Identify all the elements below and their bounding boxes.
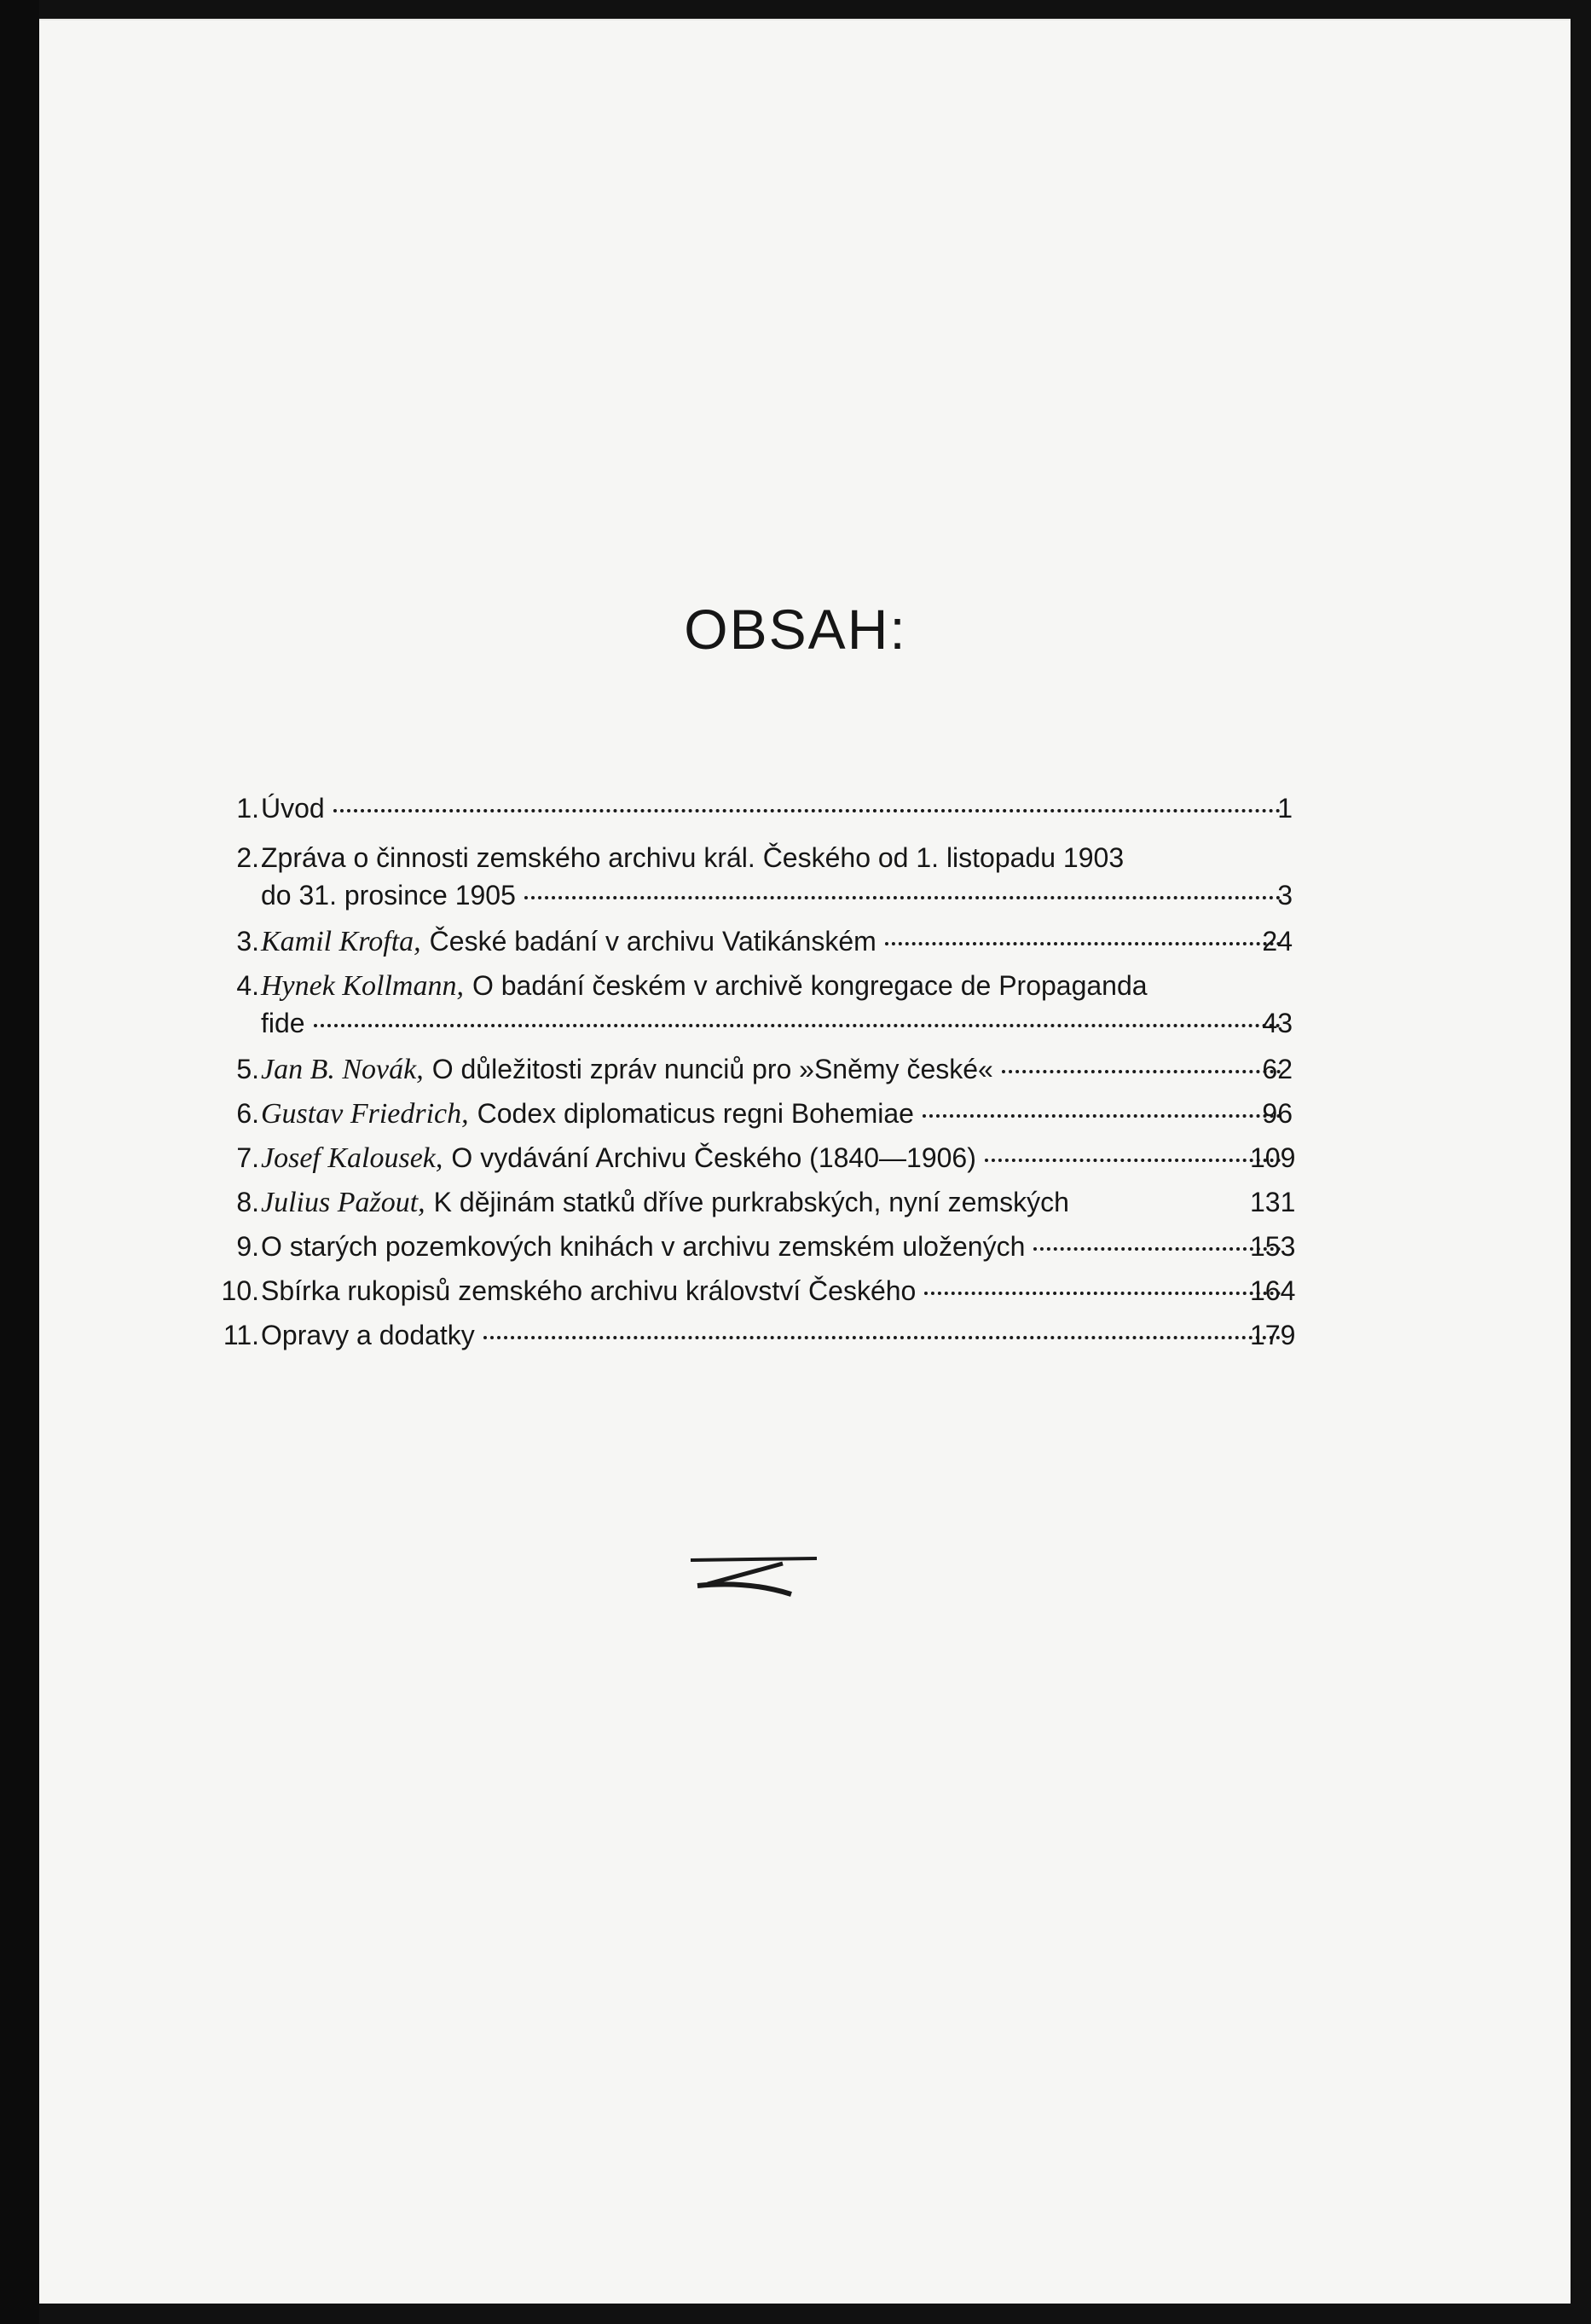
toc-entry-author: Gustav Friedrich, [261,1098,469,1130]
toc-entry-line [261,793,1289,824]
toc-entry-line [261,880,1289,911]
toc-page-number: 62 [1262,1054,1293,1084]
toc-entry-line [261,970,1289,1003]
toc-entry-line [261,1142,1289,1175]
toc-entry-number: 3. [236,926,259,957]
toc-page-number: 131 [1250,1187,1296,1217]
toc-entry-title: Úvod [261,793,325,824]
toc-entry-line [261,1231,1289,1263]
toc-entry-number: 6. [236,1098,259,1129]
toc-entry-line [261,1187,1289,1219]
toc-entry-line [261,1054,1289,1086]
toc-entry-line [261,1098,1289,1130]
toc-page-number: 96 [1262,1098,1293,1129]
toc-entry-author: Jan B. Novák, [261,1054,424,1085]
dot-leader [923,1114,1281,1118]
toc-entry-title: O vydávání Archivu Českého (1840—1906) [451,1142,976,1173]
toc-entry-author: Kamil Krofta, [261,926,421,957]
toc-entry-author: Julius Pažout, [261,1187,425,1218]
dot-leader [524,896,1281,899]
toc-entry-number: 1. [236,793,259,824]
toc-entry-author: Hynek Kollmann, [261,970,464,1002]
toc-entry-title: fide [261,1008,305,1038]
dot-leader [483,1336,1281,1339]
toc-entry-line [261,1008,1289,1039]
toc-entry-line [261,926,1289,958]
dot-leader [1002,1070,1281,1073]
toc-page-number: 109 [1250,1142,1296,1173]
toc-entry-number: 8. [236,1187,259,1217]
toc-page-number: 164 [1250,1275,1296,1306]
toc-entry-title: Codex diplomaticus regni Bohemiae [477,1098,914,1129]
page-title: OBSAH: [684,598,907,661]
end-ornament-icon [689,1552,825,1603]
toc-entry-title: České badání v archivu Vatikánském [429,926,876,957]
toc-page-number: 43 [1262,1008,1293,1038]
toc-entry-number: 7. [236,1142,259,1173]
toc-entry-title: O starých pozemkových knihách v archivu zemském uložených [261,1231,1026,1262]
toc-page-number: 3 [1277,880,1293,911]
toc-entry-line [261,1275,1289,1307]
toc-page-number: 1 [1277,793,1293,824]
dot-leader [1033,1247,1281,1251]
toc-entry-title: Sbírka rukopisů zemského archivu království Českého [261,1275,917,1306]
toc-entry-title: K dějinám statků dříve purkrabských, nyní zemských [433,1187,1069,1217]
toc-entry-title: O důležitosti zpráv nunciů pro »Sněmy české« [431,1054,993,1084]
dot-leader [885,942,1281,945]
toc-entry-author: Josef Kalousek, [261,1142,443,1174]
toc-entry-line [261,842,1289,874]
toc-entry-line [261,1320,1289,1351]
dot-leader [924,1292,1281,1295]
toc-entry-number: 9. [236,1231,259,1262]
toc-entry-number: 5. [236,1054,259,1084]
toc-entry-number: 2. [236,842,259,873]
toc-entry-number: 4. [236,970,259,1001]
toc-entry-title: O badání českém v archivě kongregace de Propaganda [472,970,1148,1001]
toc-entry-title: Opravy a dodatky [261,1320,475,1350]
toc-entry-title: do 31. prosince 1905 [261,880,516,911]
toc-page-number: 24 [1262,926,1293,957]
dot-leader [985,1159,1281,1162]
toc-entry-title: Zpráva o činnosti zemského archivu král. Českého od 1. listopadu 1903 [261,842,1125,873]
toc-entry-number: 10. [221,1275,259,1306]
toc-page-number: 179 [1250,1320,1296,1350]
toc-entry-number: 11. [223,1320,259,1350]
dot-leader [333,809,1281,812]
dot-leader [314,1024,1281,1027]
toc-page-number: 153 [1250,1231,1296,1262]
